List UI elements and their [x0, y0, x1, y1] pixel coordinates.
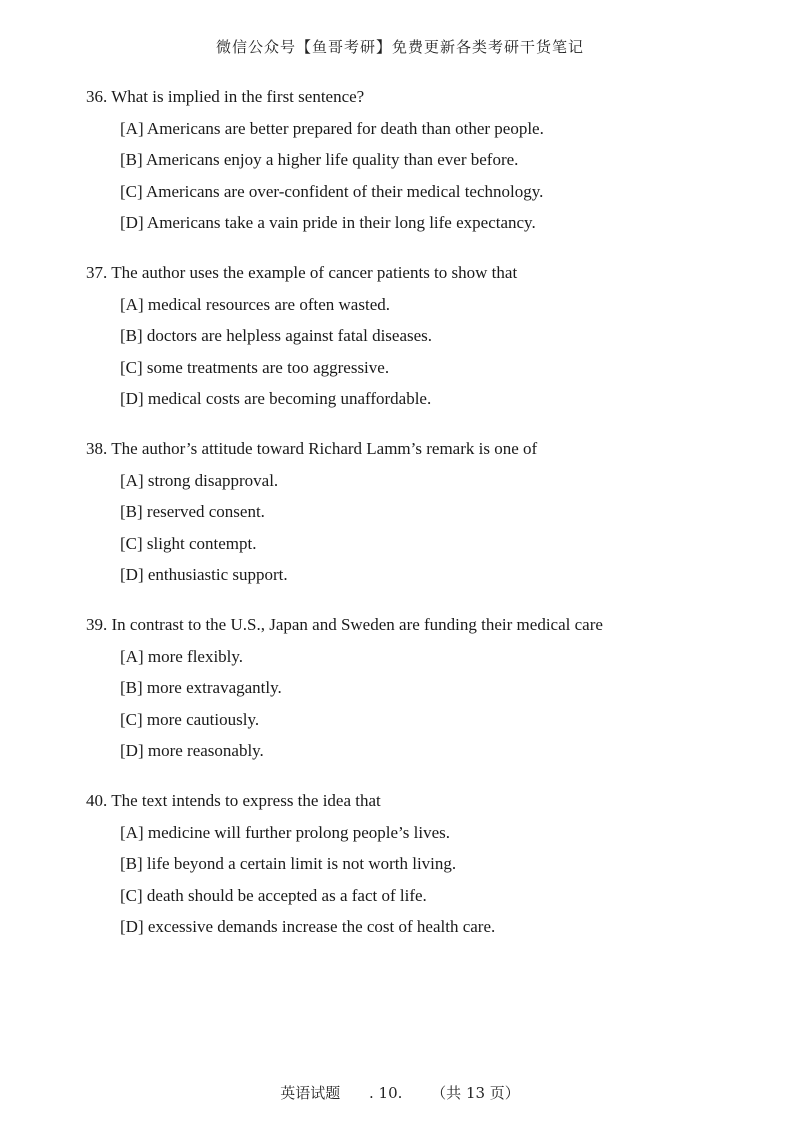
option-d: [D] medical costs are becoming unaffordable. [120, 389, 432, 408]
question-list [86, 86, 766, 966]
option-a: [A] more flexibly. [120, 646, 244, 666]
question-40 [86, 790, 766, 938]
option-c: [C] Americans are over-confident of their medical technology. [120, 181, 544, 201]
question-38 [86, 438, 766, 586]
option-c: [C] death should be accepted as a fact of life. [120, 885, 427, 905]
option-a: [A] Americans are better prepared for death than other people. [120, 118, 544, 138]
question-39 [86, 614, 766, 762]
footer-subject: 英语试题 [280, 1084, 341, 1102]
option-b: [B] Americans enjoy a higher life quality than ever before. [120, 150, 519, 169]
question-stem: 40. The text intends to express the idea that [86, 791, 381, 810]
footer-page-number: . 10. [368, 1084, 403, 1102]
option-b: [B] reserved consent. [120, 502, 265, 521]
question-36 [86, 86, 766, 234]
option-d: [D] more reasonably. [120, 741, 264, 760]
question-stem: 36. What is implied in the first sentence? [86, 87, 365, 106]
option-d: [D] excessive demands increase the cost of health care. [120, 917, 496, 936]
option-a: [A] medicine will further prolong people’s lives. [120, 822, 450, 842]
question-37 [86, 262, 766, 410]
option-c: [C] slight contempt. [120, 533, 257, 553]
option-d: [D] Americans take a vain pride in their long life expectancy. [120, 213, 536, 232]
option-c: [C] more cautiously. [120, 709, 260, 729]
footer-total-pages: （共 13 页） [431, 1084, 520, 1102]
option-b: [B] doctors are helpless against fatal diseases. [120, 326, 433, 345]
question-stem: 37. The author uses the example of cancer patients to show that [86, 263, 518, 282]
option-b: [B] more extravagantly. [120, 678, 282, 697]
option-a: [A] medical resources are often wasted. [120, 294, 390, 314]
page-footer [0, 1082, 800, 1103]
option-b: [B] life beyond a certain limit is not worth living. [120, 854, 457, 873]
option-c: [C] some treatments are too aggressive. [120, 357, 390, 377]
option-d: [D] enthusiastic support. [120, 565, 288, 584]
header-text: 微信公众号【鱼哥考研】免费更新各类考研干货笔记 [215, 38, 584, 56]
page-header [0, 36, 800, 57]
question-stem: 39. In contrast to the U.S., Japan and Sweden are funding their medical care [86, 615, 603, 634]
option-a: [A] strong disapproval. [120, 470, 279, 490]
question-stem: 38. The author’s attitude toward Richard Lamm’s remark is one of [86, 439, 538, 458]
